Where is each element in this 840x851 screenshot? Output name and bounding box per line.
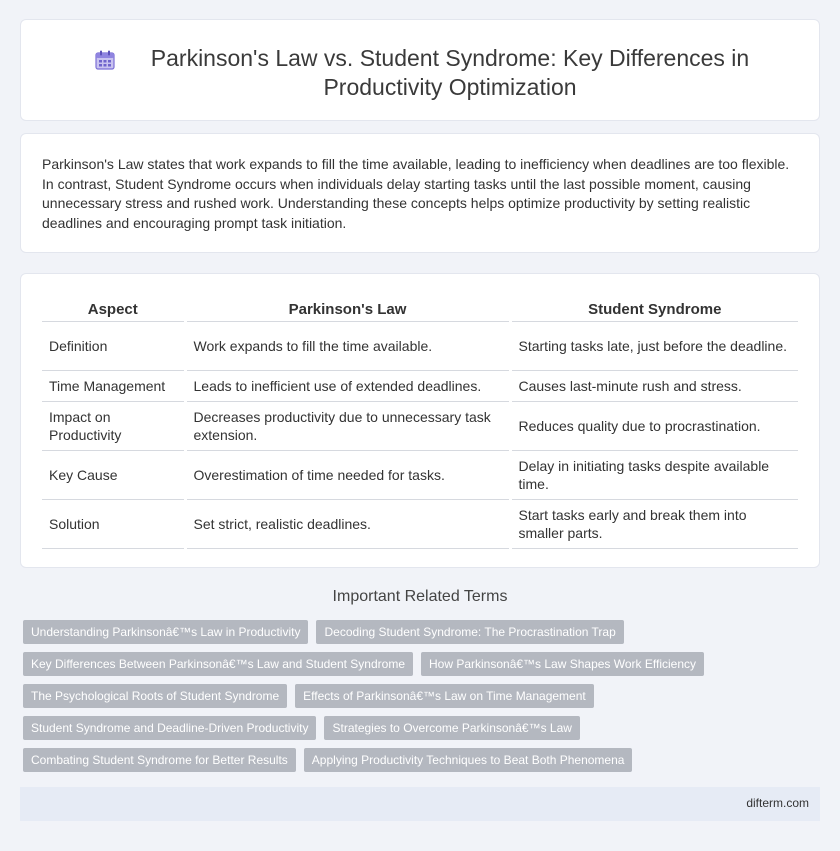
table-cell: Start tasks early and break them into smaller parts. [510,499,798,548]
table-row [42,450,798,499]
table-header-row [42,294,798,321]
related-terms-row [23,652,803,676]
related-term-link[interactable]: Strategies to Overcome Parkinsonâ€™s Law [324,716,579,740]
header-student-syndrome: Student Syndrome [510,294,798,321]
table-row [42,370,798,401]
related-term-link[interactable]: Student Syndrome and Deadline-Driven Productivity [23,716,316,740]
page-title: Parkinson's Law vs. Student Syndrome: Key Differences in Productivity Optimization [150,45,750,100]
table-cell: Leads to inefficient use of extended deadlines. [185,370,510,401]
footer [20,787,820,821]
header-parkinsons-law: Parkinson's Law [185,294,510,321]
related-term-link[interactable]: Key Differences Between Parkinsonâ€™s Law and Student Syndrome [23,652,413,676]
related-term-link[interactable]: Applying Productivity Techniques to Beat Both Phenomena [304,748,633,772]
table-row [42,499,798,548]
intro-paragraph: Parkinson's Law states that work expands to fill the time available, leading to inefficiency when deadlines are too flexible. In contrast, Student Syndrome occurs when individuals delay starting tasks until the last possible moment, causing unnecessary stress and rushed work. Understanding these concepts helps optimize productivity by setting realistic deadlines and encouraging prompt task initiation. [42,156,790,231]
related-terms-heading: Important Related Terms [332,588,508,605]
related-terms-row [23,684,803,708]
footer-site-link[interactable]: difterm.com [746,796,809,810]
table-cell: Impact on Productivity [42,401,185,450]
comparison-table [42,294,798,549]
table-cell: Overestimation of time needed for tasks. [185,450,510,499]
table-cell: Delay in initiating tasks despite available time. [510,450,798,499]
related-terms-list [23,620,803,780]
related-terms-row [23,620,803,644]
table-cell: Solution [42,499,185,548]
related-term-link[interactable]: Understanding Parkinsonâ€™s Law in Productivity [23,620,308,644]
related-term-link[interactable]: Decoding Student Syndrome: The Procrastination Trap [316,620,623,644]
related-term-link[interactable]: How Parkinsonâ€™s Law Shapes Work Efficiency [421,652,704,676]
table-row [42,401,798,450]
related-term-link[interactable]: Combating Student Syndrome for Better Results [23,748,296,772]
header-aspect: Aspect [42,294,185,321]
table-cell: Starting tasks late, just before the deadline. [510,321,798,370]
table-row [42,321,798,370]
intro-card [20,133,820,253]
table-cell: Time Management [42,370,185,401]
related-terms-row [23,748,803,772]
table-cell: Reduces quality due to procrastination. [510,401,798,450]
comparison-card [20,273,820,568]
table-cell: Work expands to fill the time available. [185,321,510,370]
table-cell: Definition [42,321,185,370]
related-term-link[interactable]: Effects of Parkinsonâ€™s Law on Time Management [295,684,594,708]
header-card [20,19,820,121]
related-terms-row [23,716,803,740]
table-cell: Set strict, realistic deadlines. [185,499,510,548]
table-cell: Decreases productivity due to unnecessary task extension. [185,401,510,450]
related-term-link[interactable]: The Psychological Roots of Student Syndrome [23,684,287,708]
table-cell: Causes last-minute rush and stress. [510,370,798,401]
table-cell: Key Cause [42,450,185,499]
